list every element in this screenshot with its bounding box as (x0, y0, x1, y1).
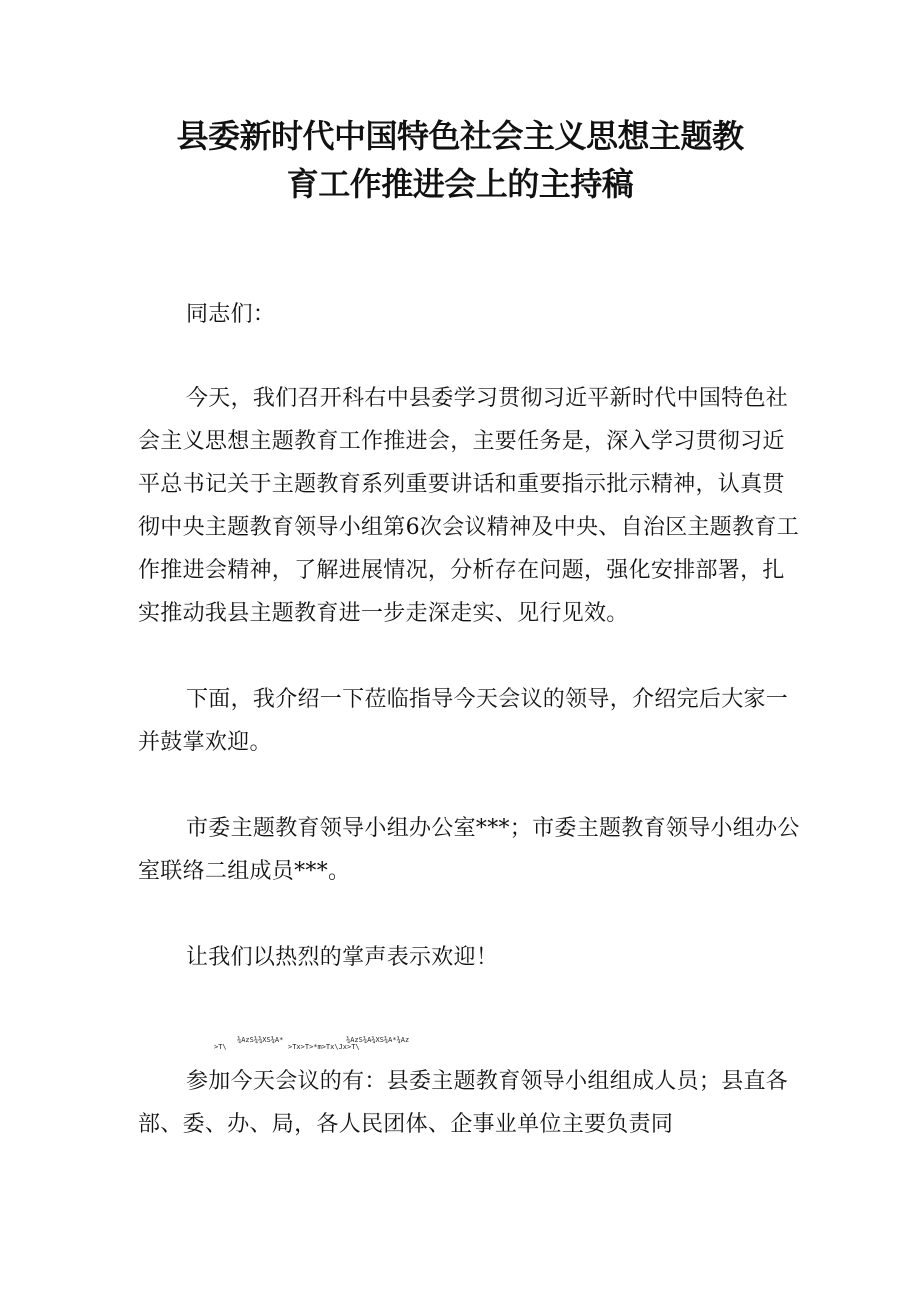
greeting: 同志们： (186, 302, 276, 327)
paragraph-applause: 让我们以热烈的掌声表示欢迎！ (186, 945, 499, 970)
paragraph-leader-list: 市委主题教育领导小组办公室***；市委主题教育领导小组办公室联络二组成员***。 (138, 816, 800, 884)
paragraph-meeting-purpose: 今天，我们召开科右中县委学习贯彻习近平新时代中国特色社会主义思想主题教育工作推进会，主要任务是，深入学习贯彻习近平总书记关于主题教育系列重要讲话和重要指示批示精神，认真贯彻中央主题教育领导小组第6次会议精神及中央、自治区主题教育工作推进会精神，了解进展情况，分析存在问题，强化安排部署，扎实推动我县主题教育进一步走深走实、见行见效。 (138, 386, 799, 626)
title-line-2: 育工作推进会上的主持稿 (286, 165, 634, 203)
paragraph-introduce-leaders: 下面，我介绍一下莅临指导今天会议的领导，介绍完后大家一并鼓掌欢迎。 (138, 687, 789, 755)
title-line-1: 县委新时代中国特色社会主义思想主题教 (176, 117, 744, 155)
document-title (0, 112, 920, 208)
scan-artifact-text: ¾AzS¾A¾XS¾A*¾Az (346, 1036, 410, 1044)
scan-artifact-text: >Tx>T>*m>Tx\Jx>T\ (288, 1043, 360, 1051)
paragraph-attendees: 参加今天会议的有：县委主题教育领导小组组成人员；县直各部、委、办、局，各人民团体、企事业单位主要负责同 (138, 1069, 789, 1137)
scan-artifact-text: >T\ (214, 1043, 227, 1051)
scan-artifact-text: ¾AzS¾¾XS¾A* (237, 1036, 284, 1044)
